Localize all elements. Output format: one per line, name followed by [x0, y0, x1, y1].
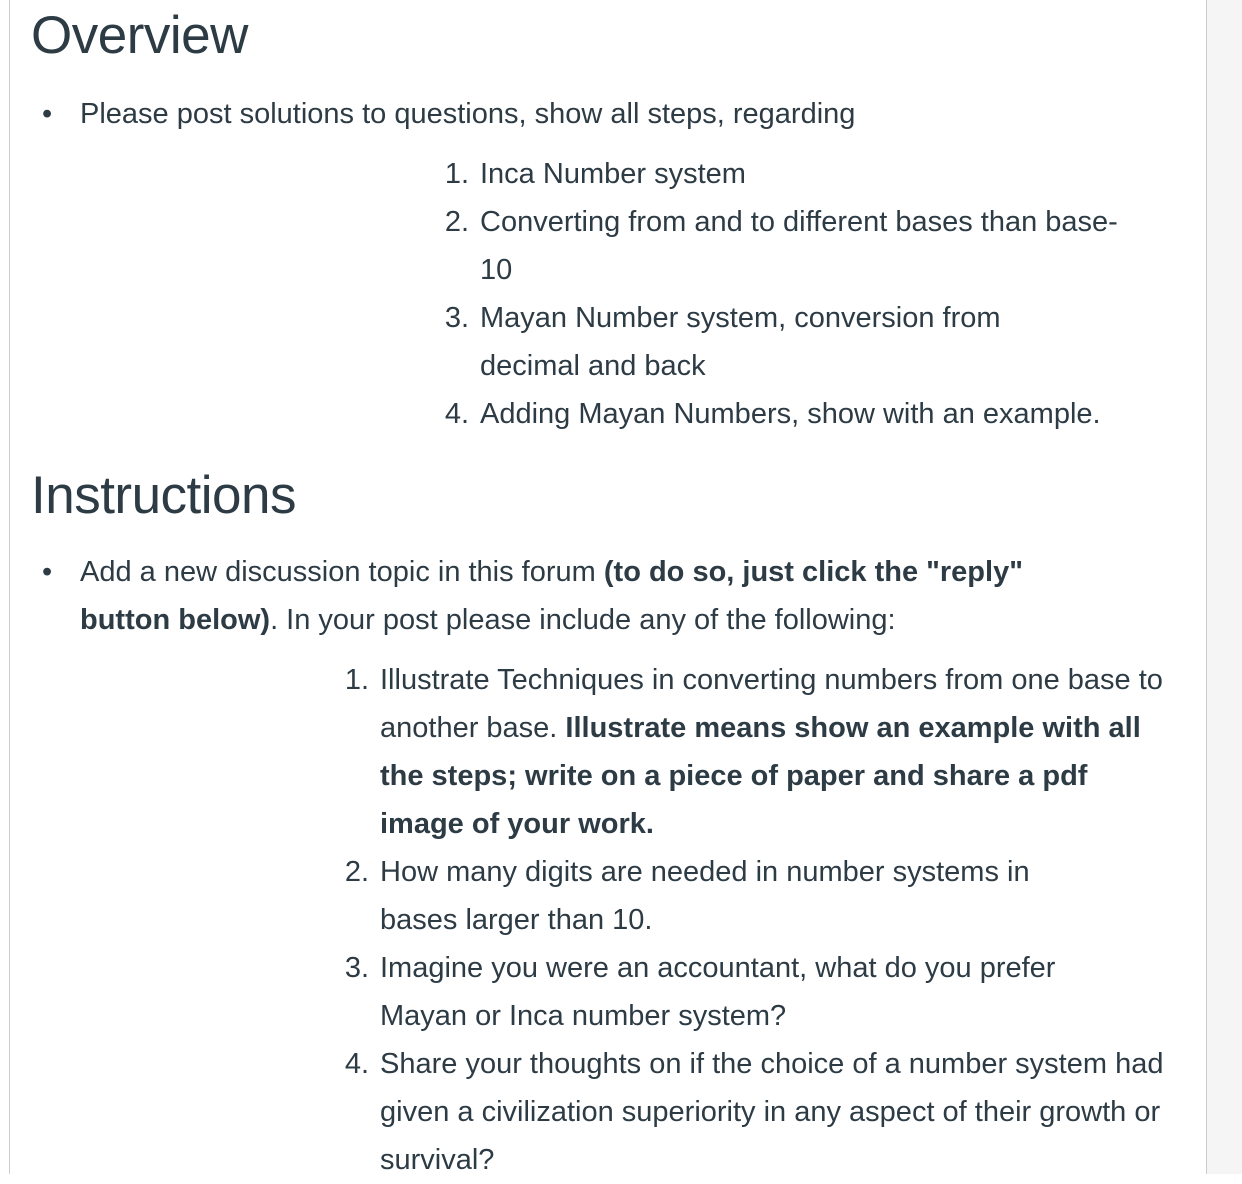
instructions-item-text: Illustrate Techniques in converting numbers from one base to another base. — [380, 664, 1163, 744]
instructions-bullet — [80, 548, 1100, 644]
overview-bullet — [80, 90, 1170, 138]
reply-hint: (to do so, just click the "reply" button below) — [80, 556, 1023, 636]
instructions-item-text: Share your thoughts on if the choice of a number system had given a civilization superiority in any aspect of their growth or survival? — [380, 1048, 1164, 1176]
instructions-bullet-text: Add a new discussion topic in this forum — [80, 556, 604, 588]
overview-item-text: Mayan Number system, conversion from decimal and back — [480, 302, 1001, 382]
instructions-item-1 — [344, 656, 1170, 848]
overview-item-text: Converting from and to different bases than base-10 — [480, 206, 1118, 286]
scrollbar-track[interactable] — [1206, 0, 1242, 1174]
list-number: 4. — [444, 398, 469, 430]
list-number: 2. — [344, 856, 369, 888]
list-number: 1. — [344, 664, 369, 696]
overview-bullet-text: Please post solutions to questions, show all steps, regarding — [80, 98, 856, 130]
content-border-left — [9, 0, 10, 1174]
list-number: 2. — [444, 206, 469, 238]
overview-item-3 — [444, 294, 1180, 390]
list-number: 1. — [444, 158, 469, 190]
instructions-item-4 — [344, 1040, 1170, 1184]
overview-list — [444, 150, 1180, 438]
instructions-item-2 — [344, 848, 1170, 944]
list-number: 3. — [344, 952, 369, 984]
overview-item-text: Adding Mayan Numbers, show with an example. — [480, 398, 1101, 430]
instructions-item-3 — [344, 944, 1170, 1040]
instructions-item-bold: Illustrate means show an example with all the steps; write on a piece of paper and share a pdf image of your work. — [380, 712, 1141, 840]
instructions-item-text: How many digits are needed in number systems in bases larger than 10. — [380, 856, 1030, 936]
overview-item-2 — [444, 198, 1180, 294]
list-number: 4. — [344, 1048, 369, 1080]
instructions-item-text: Imagine you were an accountant, what do you prefer Mayan or Inca number system? — [380, 952, 1056, 1032]
overview-item-text: Inca Number system — [480, 158, 746, 190]
list-number: 3. — [444, 302, 469, 334]
overview-item-1 — [444, 150, 1180, 198]
overview-heading: Overview — [31, 6, 248, 65]
overview-item-4 — [444, 390, 1180, 438]
instructions-list — [344, 656, 1170, 1184]
instructions-bullet-text-after: . In your post please include any of the following: — [270, 604, 896, 636]
instructions-heading: Instructions — [31, 466, 297, 525]
